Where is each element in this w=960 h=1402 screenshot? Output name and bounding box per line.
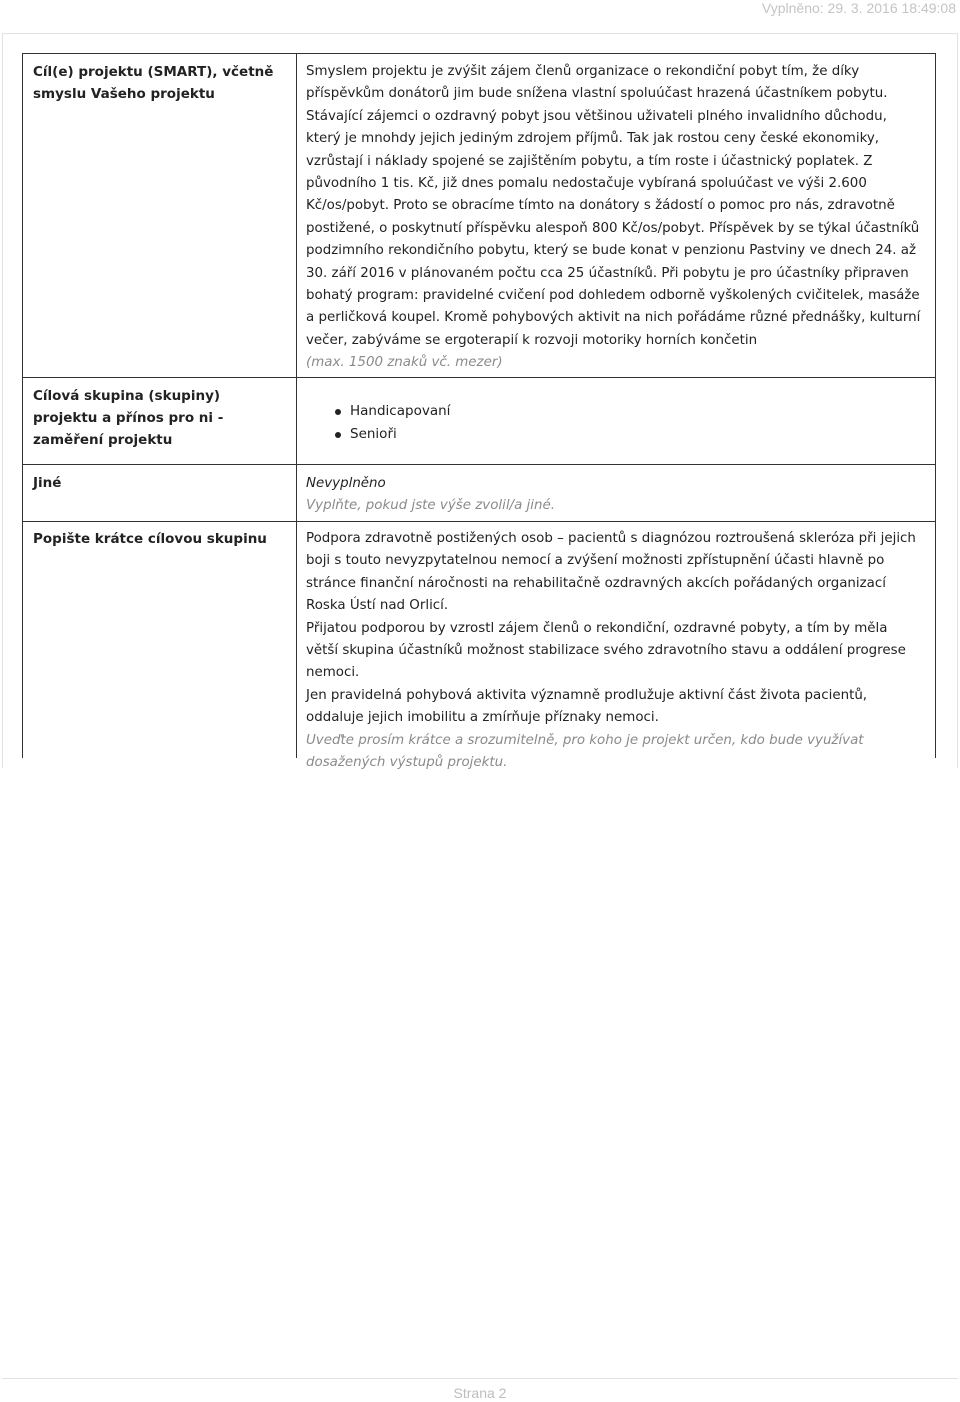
form-table bbox=[22, 53, 936, 771]
list-item-text: Handicapovaní bbox=[350, 403, 451, 419]
target-group-list bbox=[296, 400, 911, 446]
bullet-icon bbox=[335, 432, 341, 438]
label-target-group: Cílová skupina (skupiny) projektu a přínos pro ni - zaměření projektu bbox=[33, 388, 224, 448]
label-other: Jiné bbox=[33, 475, 62, 491]
fill-timestamp: Vyplněno: 29. 3. 2016 18:49:08 bbox=[761, 0, 956, 16]
page-border-left bbox=[2, 33, 3, 768]
describe-paragraph: Jen pravidelná pohybová aktivita významně prodlužuje aktivní část života pacientů, oddaluje jejich imobilitu a zmírňuje příznaky nemoci. bbox=[306, 687, 868, 726]
label-project-goal: Cíl(e) projektu (SMART), včetně smyslu Vašeho projektu bbox=[33, 64, 274, 102]
describe-paragraph: Přijatou podporou by vzrostl zájem členů o rekondiční, ozdravné pobyty, a tím by měla větší skupina účastníků možnost stabilizace svého zdravotního stavu a oddálení progrese nemoci. bbox=[306, 620, 906, 681]
page-number: Strana 2 bbox=[453, 1385, 507, 1401]
value-describe-group bbox=[306, 528, 921, 774]
row-project-goal bbox=[23, 54, 935, 378]
label-describe-group: Popište krátce cílovou skupinu bbox=[33, 531, 267, 547]
list-item bbox=[296, 400, 911, 423]
project-goal-hint: (max. 1500 znaků vč. mezer) bbox=[306, 355, 503, 371]
footer-rule bbox=[2, 1378, 958, 1379]
describe-paragraph: Podpora zdravotně postižených osob – pacientů s diagnózou roztroušená skleróza při jejich boji s touto nevyzpytatelnou nemocí a zvýšení možnosti zpřístupnění účasti hlavně po stránce finanční náročnosti na rehabilitačně ozdravných akcích pořádaných organizací Roska Ústí nad Orlicí. bbox=[306, 531, 916, 614]
value-target-group bbox=[296, 400, 911, 446]
project-goal-text: Smyslem projektu je zvýšit zájem členů organizace o rekondiční pobyt tím, že díky příspěvkům donátorů jim bude snížena vlastní spoluúčast hrazená účastníkem pobytu. Stávající zájemci o ozdravný pobyt jsou většinou uživateli plného invalidního důchodu, který je mnohdy jejich jediným zdrojem příjmů. Tak jak rostou ceny české ekonomiky, vzrůstají i náklady spojené se zajištěním pobytu, a tím roste i účastnický poplatek. Z původního 1 tis. Kč, již dnes pomalu nedostačuje vybíraná spoluúčast ve výši 2.600 Kč/os/pobyt. Proto se obracíme tímto na donátory s žádostí o pomoc pro nás, zdravotně postižené, o poskytnutí příspěvku alespoň 800 Kč/os/pobyt. Příspěvek by se týkal účastníků podzimního rekondičního pobytu, který se bude konat v penzionu Pastviny ve dnech 24. až 30. září 2016 v plánovaném počtu cca 25 účastníků. Při pobytu je pro účastníky připraven bohatý program: pravidelné cvičení pod dohledem odborně vyškolených cvičitelek, masáže a perličková koupel. Kromě pohybových aktivit na nich pořádáme různé přednášky, kulturní večer, zabýváme se ergoterapií k rozvoji motoriky horních končetin bbox=[306, 64, 921, 348]
row-describe-group bbox=[23, 522, 935, 771]
row-target-group bbox=[23, 378, 935, 465]
describe-hint: Uveďte prosím krátce a srozumitelně, pro koho je projekt určen, kdo bude využívat dosažených výstupů projektu. bbox=[306, 732, 864, 771]
value-project-goal bbox=[306, 61, 921, 375]
row-other bbox=[23, 465, 935, 522]
list-item bbox=[296, 423, 911, 446]
other-hint: Vyplňte, pokud jste výše zvolil/a jiné. bbox=[306, 498, 555, 514]
other-value: Nevyplněno bbox=[306, 476, 386, 491]
bullet-icon bbox=[335, 409, 341, 415]
value-other bbox=[306, 473, 921, 518]
list-item-text: Senioři bbox=[350, 426, 397, 442]
header-rule bbox=[2, 33, 958, 34]
page-border-right bbox=[957, 33, 958, 768]
